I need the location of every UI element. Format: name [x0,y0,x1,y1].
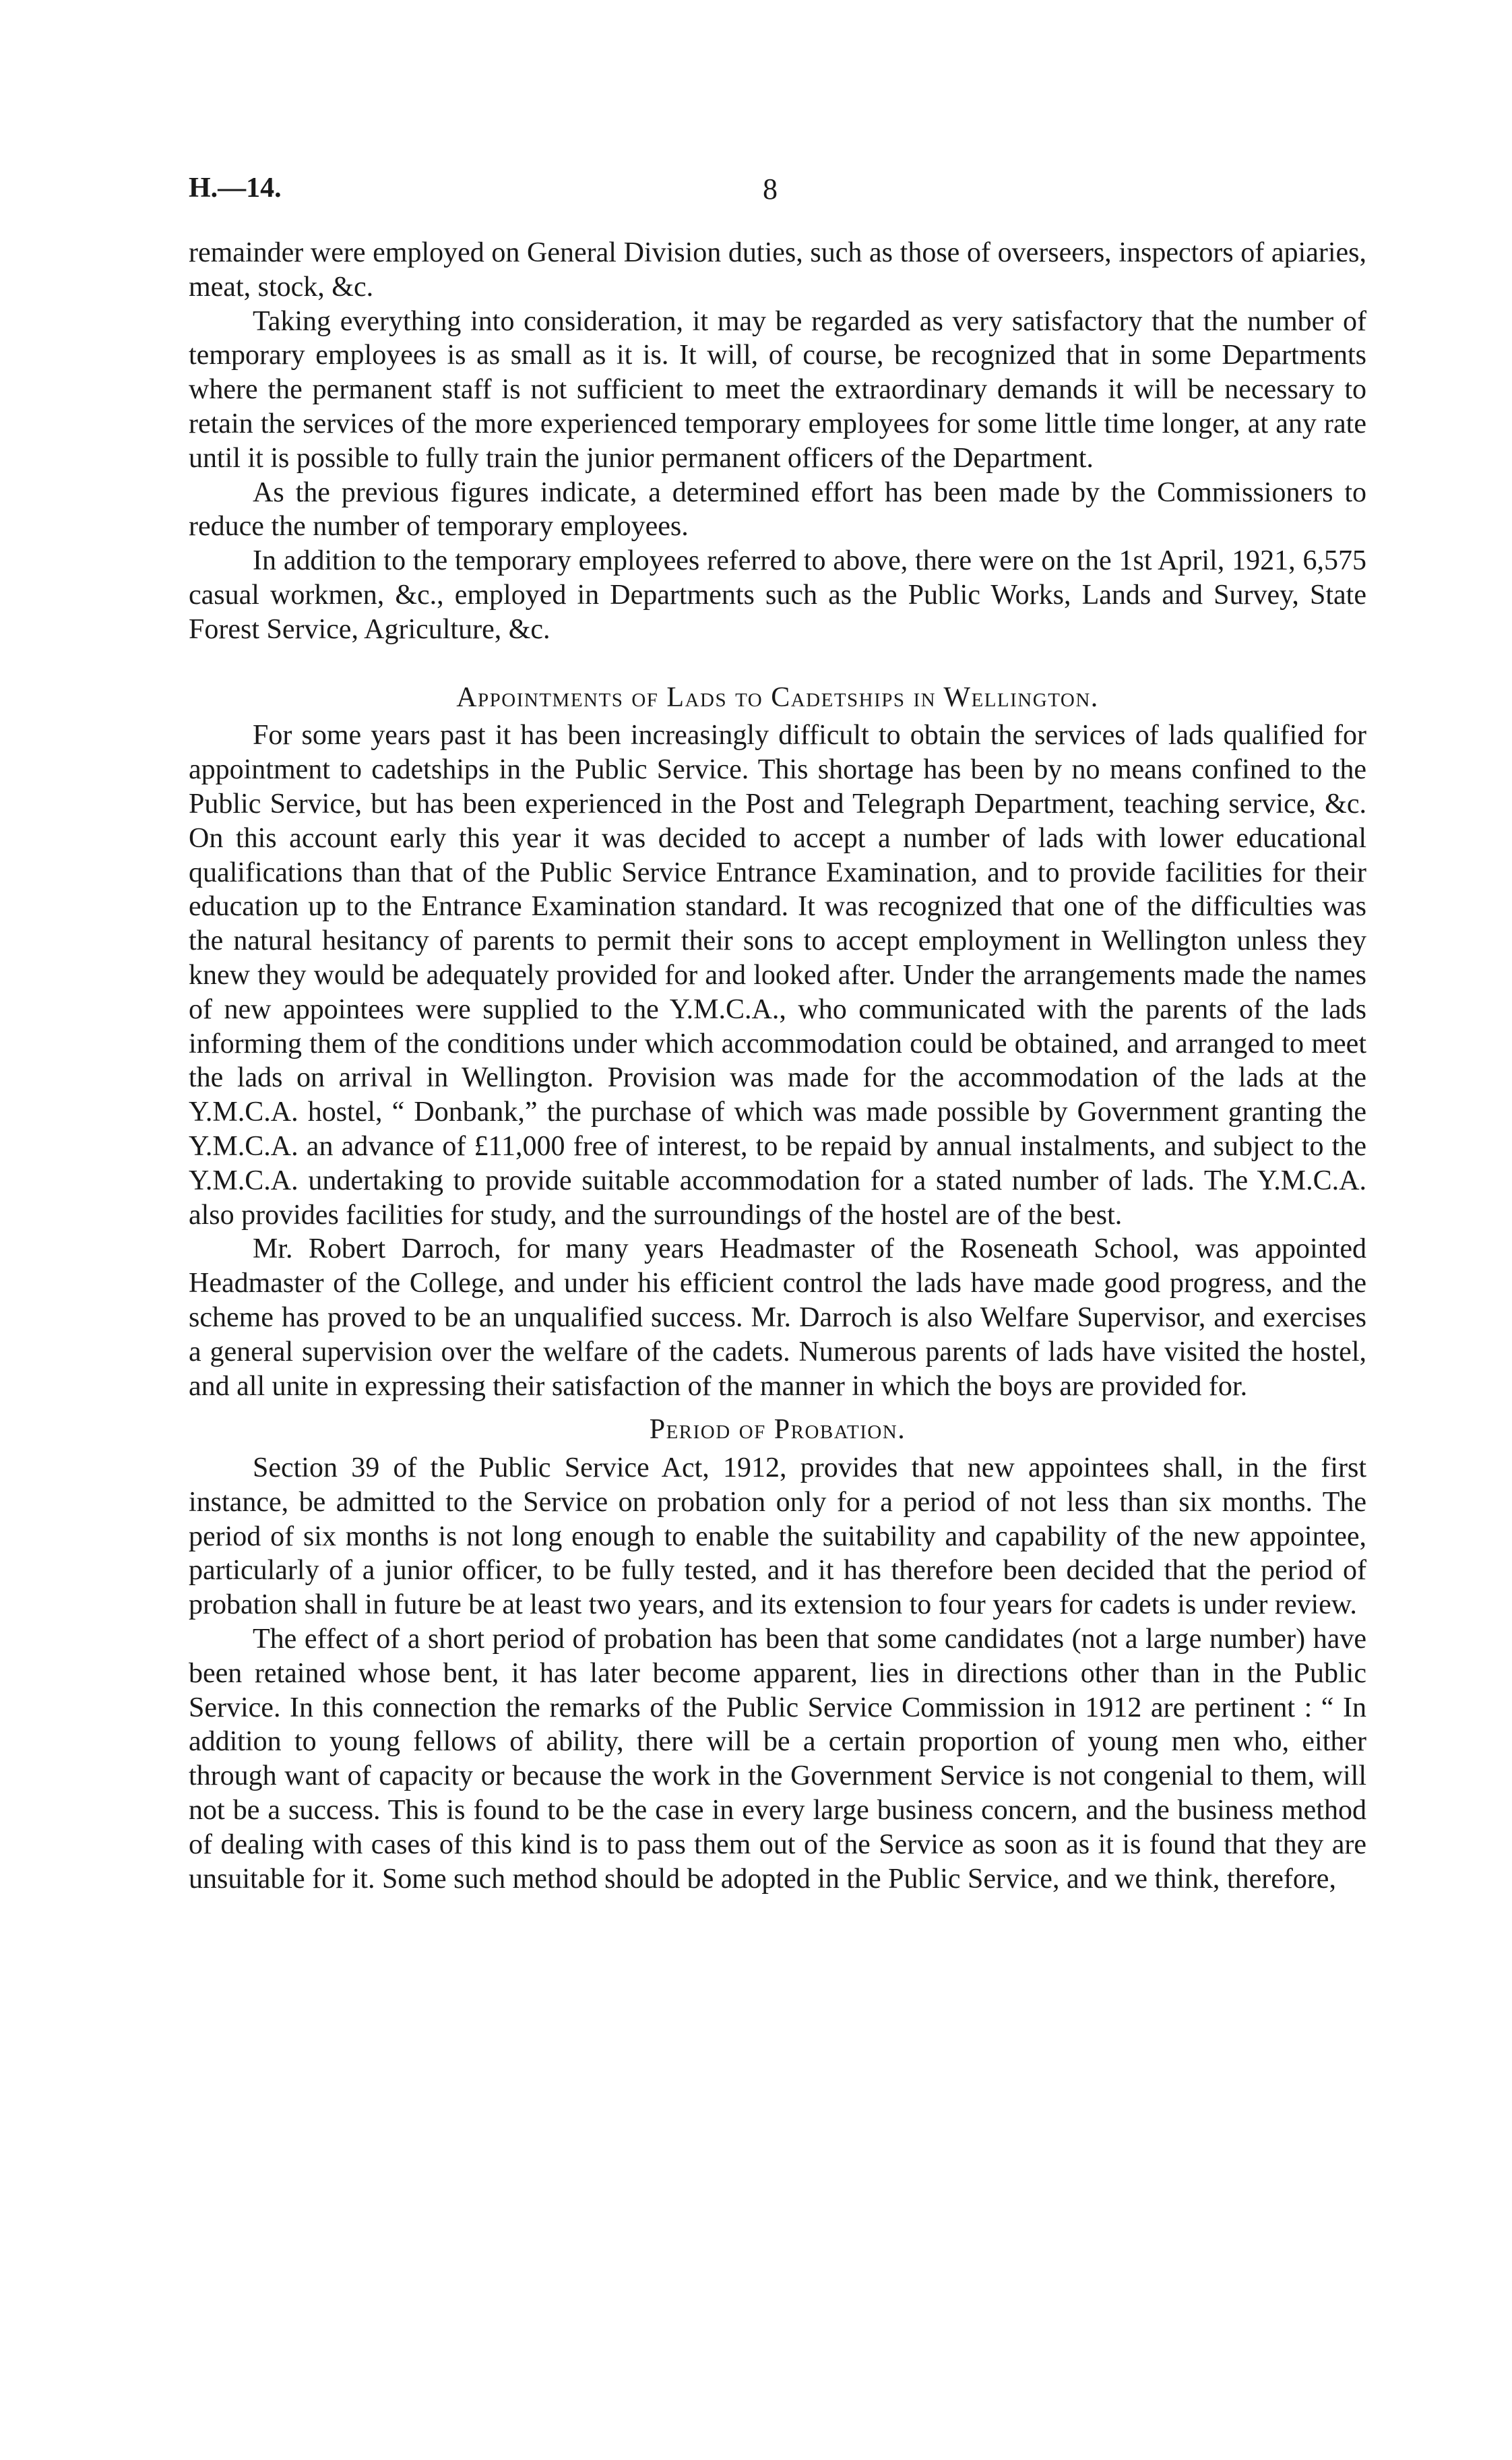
paragraph: As the previous figures indicate, a determined effort has been made by the Commissioners to reduce the number of temporary employees. [189,476,1366,543]
paragraph-continuation: remainder were employed on General Division duties, such as those of overseers, inspectors of apiaries, meat, stock, &c. [189,237,1366,303]
paragraph: For some years past it has been increasingly difficult to obtain the services of lads qualified for appointment to cadetships in the Public Service. This shortage has been by no means confined to the Public Service, but has been experienced in the Post and Telegraph Department, teaching service, &c. On this account early this year it was decided to accept a number of lads with lower educational qualifications than that of the Public Service Entrance Examination, and to provide facilities for their education up to the Entrance Examination standard. It was recognized that one of the difficulties was the natural hesitancy of parents to permit their sons to accept employment in Wellington unless they knew they would be adequately provided for and looked after. Under the arrangements made the names of new appointees were supplied to the Y.M.C.A., who communicated with the parents of the lads informing them of the conditions under which accommodation could be obtained, and arranged to meet the lads on arrival in Wellington. Provision was made for the accommodation of the lads at the Y.M.C.A. hostel, “ Donbank,” the purchase of which was made possible by Government granting the Y.M.C.A. an advance of £11,000 free of interest, to be repaid by annual instalments, and subject to the Y.M.C.A. undertaking to provide suitable accommodation for a stated number of lads. The Y.M.C.A. also provides facilities for study, and the surroundings of the hostel are of the best. [189,720,1366,1231]
paragraph: In addition to the temporary employees referred to above, there were on the 1st April, 1921, 6,575 casual workmen, &c., employed in Departments such as the Public Works, Lands and Survey, State Forest Service, Agriculture, &c. [189,545,1366,645]
paragraph: The effect of a short period of probation has been that some candidates (not a large number) have been retained whose bent, it has later become apparent, lies in directions other than in the Public Service. In this connection the remarks of the Public Service Commission in 1912 are pertinent : “ In addition to young fellows of ability, there will be a certain proportion of young men who, either through want of capacity or because the work in the Government Service is not congenial to them, will not be a success. This is found to be the case in every large business concern, and the business method of dealing with cases of this kind is to pass them out of the Service as soon as it is found that they are unsuitable for it. Some such method should be adopted in the Public Service, and we think, therefore, [189,1624,1366,1895]
section-heading-appointments: Appointments of Lads to Cadetships in Wellington. [456,681,1099,713]
document-reference: H.—14. [189,173,282,204]
paragraph: Mr. Robert Darroch, for many years Headmaster of the Roseneath School, was appointed Headmaster of the College, and under his efficient control the lads have made good progress, and the scheme has proved to be an unqualified success. Mr. Darroch is also Welfare Supervisor, and exercises a general supervision over the welfare of the cadets. Numerous parents of lads have visited the hostel, and all unite in expressing their satisfaction of the manner in which the boys are provided for. [189,1233,1366,1402]
section-heading-probation: Period of Probation. [649,1414,906,1446]
page-number: 8 [763,173,778,206]
body-text [189,236,1366,1896]
paragraph: Taking everything into consideration, it may be regarded as very satisfactory that the number of temporary employees is as small as it is. It will, of course, be recognized that in some Departments where the permanent staff is not sufficient to meet the extraordinary demands it will be necessary to retain the services of the more experienced temporary employees for some little time longer, at any rate until it is possible to fully train the junior permanent officers of the Department. [189,305,1366,474]
paragraph: Section 39 of the Public Service Act, 1912, provides that new appointees shall, in the first instance, be admitted to the Service on probation only for a period of not less than six months. The period of six months is not long enough to enable the suitability and capability of the new appointee, particularly of a junior officer, to be fully tested, and it has therefore been decided that the period of probation shall in future be at least two years, and its extension to four years for cadets is under review. [189,1452,1366,1621]
page-header [189,172,1368,212]
